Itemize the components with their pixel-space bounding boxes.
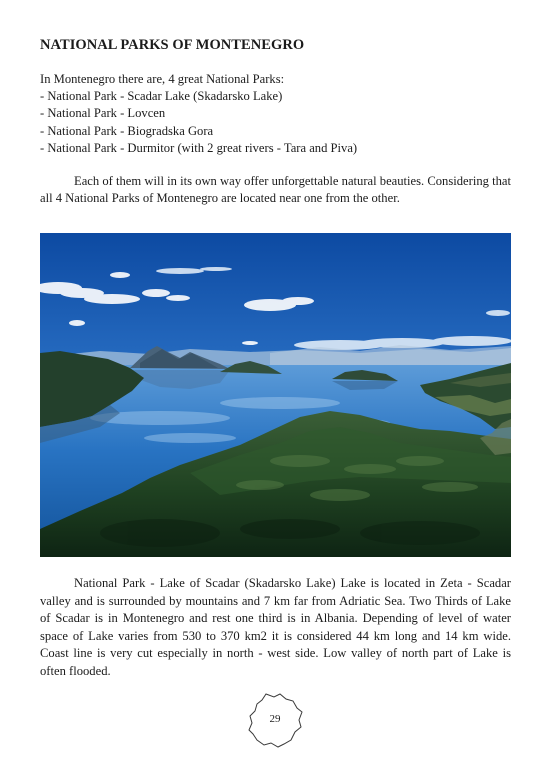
page-title: NATIONAL PARKS OF MONTENEGRO xyxy=(40,37,305,53)
paragraph-lake-scadar: National Park - Lake of Scadar (Skadarsko Lake) Lake is located in Zeta - Scadar valley and is surrounded by mountains and 7 km far from Adriatic Sea. Two Thirds of Lake of Scadar is in Montenegro and rest one third is in Albania. Depending of level of water space of Lake varies from 530 to 370 km2 it is considered 44 km long and 14 km wide. Coast line is very cut especially in north - west side. Low valley of north part of Lake is often flooded. xyxy=(40,576,511,678)
lake-landscape-image xyxy=(40,233,511,557)
intro-list xyxy=(40,71,510,157)
page-number-badge xyxy=(244,690,306,752)
lake-scadar-photo xyxy=(40,233,511,557)
intro-line-scadar: - National Park - Scadar Lake (Skadarsko Lake) xyxy=(40,89,283,104)
page-number: 29 xyxy=(269,713,281,725)
intro-line-biogradska: - National Park - Biogradska Gora xyxy=(40,123,214,138)
intro-line-heading: In Montenegro there are, 4 great National Parks: xyxy=(40,72,285,86)
paragraph-national-parks: Each of them will in its own way offer unforgettable natural beauties. Considering that all 4 National Parks of Montenegro are located near one from the other. xyxy=(40,174,511,206)
intro-line-durmitor: - National Park - Durmitor (with 2 great rivers - Tara and Piva) xyxy=(40,140,358,155)
intro-line-lovcen: - National Park - Lovcen xyxy=(40,106,166,121)
